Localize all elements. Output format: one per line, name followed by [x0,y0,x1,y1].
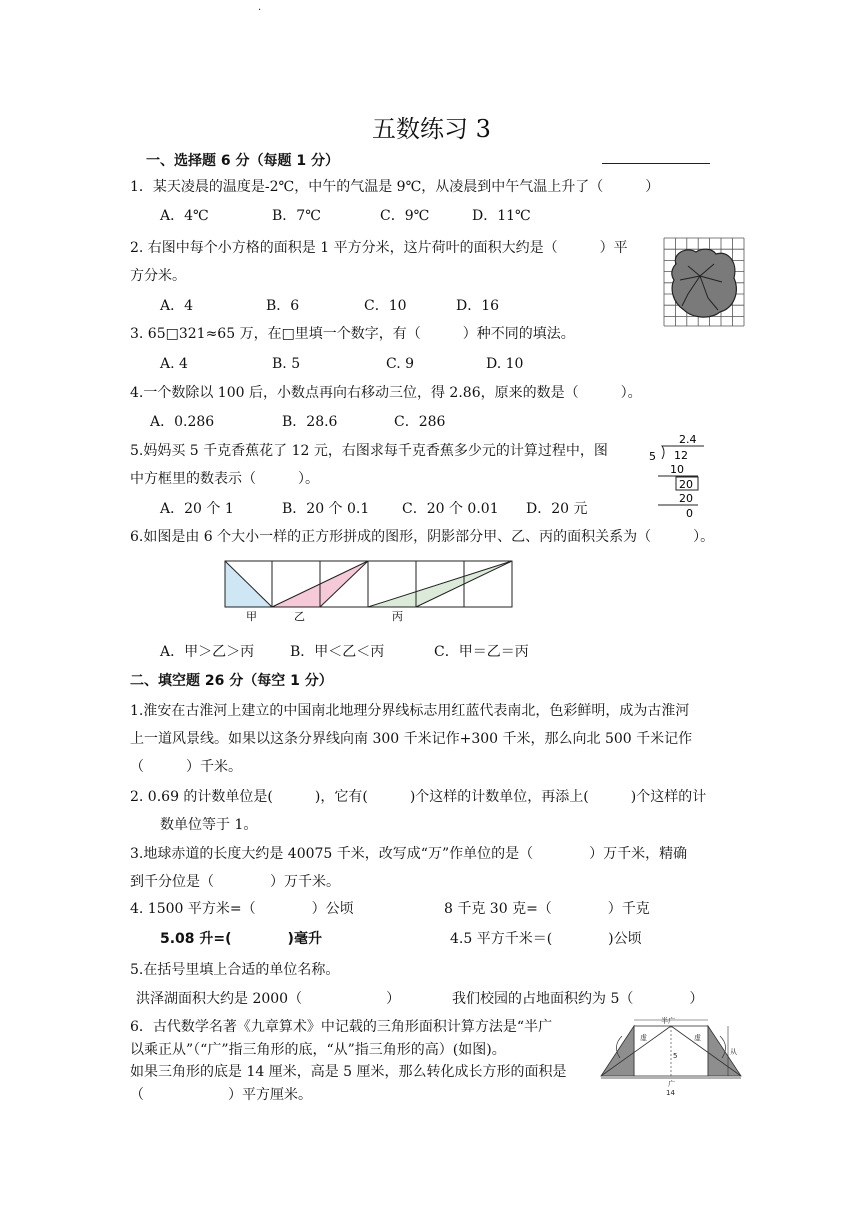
q2-line2: 方分米。 [130,268,186,284]
score-blank-line [602,163,710,164]
s2-q5-line1: 5.在括号里填上合适的单位名称。 [130,962,340,978]
s2-q1-line1: 1.淮安在古淮河上建立的中国南北地理分界线标志用红蓝代表南北，色彩鲜明，成为古淮河 [130,703,690,719]
lotus-leaf-grid-figure [662,236,746,328]
q1-option-a: A．4℃ [160,208,209,224]
figure-label-side: 从 [730,1048,737,1056]
q1-option-b: B．7℃ [272,208,321,224]
division-divisor: 5 [649,450,656,463]
s2-q2-line1: 2. 0.69 的计数单位是( )，它有( )个这样的计数单位，再添上( )个这样的计 [130,789,707,805]
q4-option-b: B．28.6 [282,414,338,430]
q5-line2: 中方框里的数表示（ ）。 [130,471,319,487]
s2-q6-line1: 6．古代数学名著《九章算术》中记载的三角形面积计算方法是“半广 [130,1019,553,1035]
q3-option-c: C. 9 [386,356,415,372]
section2-heading: 二、填空题 26 分（每空 1 分） [130,673,333,689]
q4-option-c: C．286 [394,414,446,430]
s2-q2-line2: 数单位等于 1。 [160,817,258,833]
figure-label-left: 虚 [640,1034,647,1042]
figure-label-base-value: 14 [666,1089,675,1097]
s2-q4-b: 8 千克 30 克=（ ）千克 [444,901,650,917]
figure-label-height: 5 [673,1052,678,1060]
s2-q3-line1: 3.地球赤道的长度大约是 40075 千米，改写成“万”作单位的是（ ）万千米，精确 [130,846,688,862]
q3-option-d: D. 10 [486,356,524,372]
q5-line1: 5.妈妈买 5 千克香蕉花了 12 元，右图求每千克香蕉多少元的计算过程中，图 [130,443,608,459]
s2-q5-a: 洪泽湖面积大约是 2000（ ） [136,991,401,1007]
q5-option-b: B．20 个 0.1 [282,501,370,517]
division-row1: 10 [670,463,684,476]
q5-option-a: A．20 个 1 [160,501,234,517]
s2-q6-line4: （ ）平方厘米。 [130,1087,312,1103]
s2-q4-c: 5.08 升=( )毫升 [160,931,322,947]
division-dividend: 12 [674,449,688,462]
q4-option-a: A．0.286 [150,414,215,430]
label-jia: 甲 [246,610,257,623]
q3-text: 3. 65□321≈65 万，在□里填一个数字，有（ ）种不同的填法。 [130,326,575,342]
q2-line1: 2. 右图中每个小方格的面积是 1 平方分米，这片荷叶的面积大约是（ ）平 [130,240,628,256]
page-title: 五数练习 3 [372,115,491,143]
triangle-rectangle-figure [598,1014,744,1098]
q1-option-c: C．9℃ [380,208,430,224]
division-remainder: 0 [686,507,693,520]
label-bing: 丙 [392,610,403,623]
s2-q4-d: 4.5 平方千米＝( )公顷 [450,931,642,947]
q2-option-d: D．16 [456,298,500,314]
figure-label-base-word: 广 [668,1080,675,1088]
q2-option-c: C．10 [364,298,407,314]
header-dot: . [258,2,262,13]
s2-q1-line3: （ ）千米。 [130,759,242,775]
q2-option-a: A．4 [160,298,194,314]
q4-text: 4.一个数除以 100 后，小数点再向右移动三位，得 2.86，原来的数是（ ）。 [130,385,642,401]
s2-q1-line2: 上一道风景线。如果以这条分界线向南 300 千米记作+300 千米，那么向北 500 千米记作 [130,731,693,747]
figure-label-right: 虚 [694,1034,701,1042]
s2-q4-a: 4. 1500 平方米=（ ）公顷 [130,901,354,917]
q6-option-c: C．甲＝乙＝丙 [434,644,529,660]
q5-option-c: C．20 个 0.01 [402,501,499,517]
q2-option-b: B．6 [266,298,300,314]
label-yi: 乙 [294,610,305,623]
long-division-figure [646,432,706,520]
q3-option-b: B. 5 [272,356,301,372]
q6-option-a: A．甲＞乙＞丙 [160,644,255,660]
q1-option-d: D．11℃ [472,208,531,224]
s2-q6-line2: 以乘正从”（“广”指三角形的底，“从”指三角形的高）(如图)。 [130,1042,506,1058]
q1-text: 1．某天凌晨的温度是-2℃，中午的气温是 9℃，从凌晨到中午气温上升了（ ） [130,179,660,195]
s2-q5-b: 我们校园的占地面积约为 5（ ） [452,991,704,1007]
q6-text: 6.如图是由 6 个大小一样的正方形拼成的图形，阴影部分甲、乙、丙的面积关系为（ ）。 [130,529,715,545]
q5-option-d: D．20 元 [526,501,588,517]
q6-option-b: B．甲＜乙＜丙 [290,644,385,660]
s2-q3-line2: 到千分位是（ ）万千米。 [130,874,340,890]
six-squares-figure [222,558,518,626]
section1-heading: 一、选择题 6 分（每题 1 分） [146,153,339,169]
division-quotient: 2.4 [679,433,697,446]
figure-label-half-base: 半广 [661,1017,675,1025]
s2-q6-line3: 如果三角形的底是 14 厘米，高是 5 厘米，那么转化成长方形的面积是 [130,1064,567,1080]
division-boxed-number: 20 [679,478,693,491]
division-row2: 20 [679,492,693,505]
q3-option-a: A. 4 [160,356,188,372]
